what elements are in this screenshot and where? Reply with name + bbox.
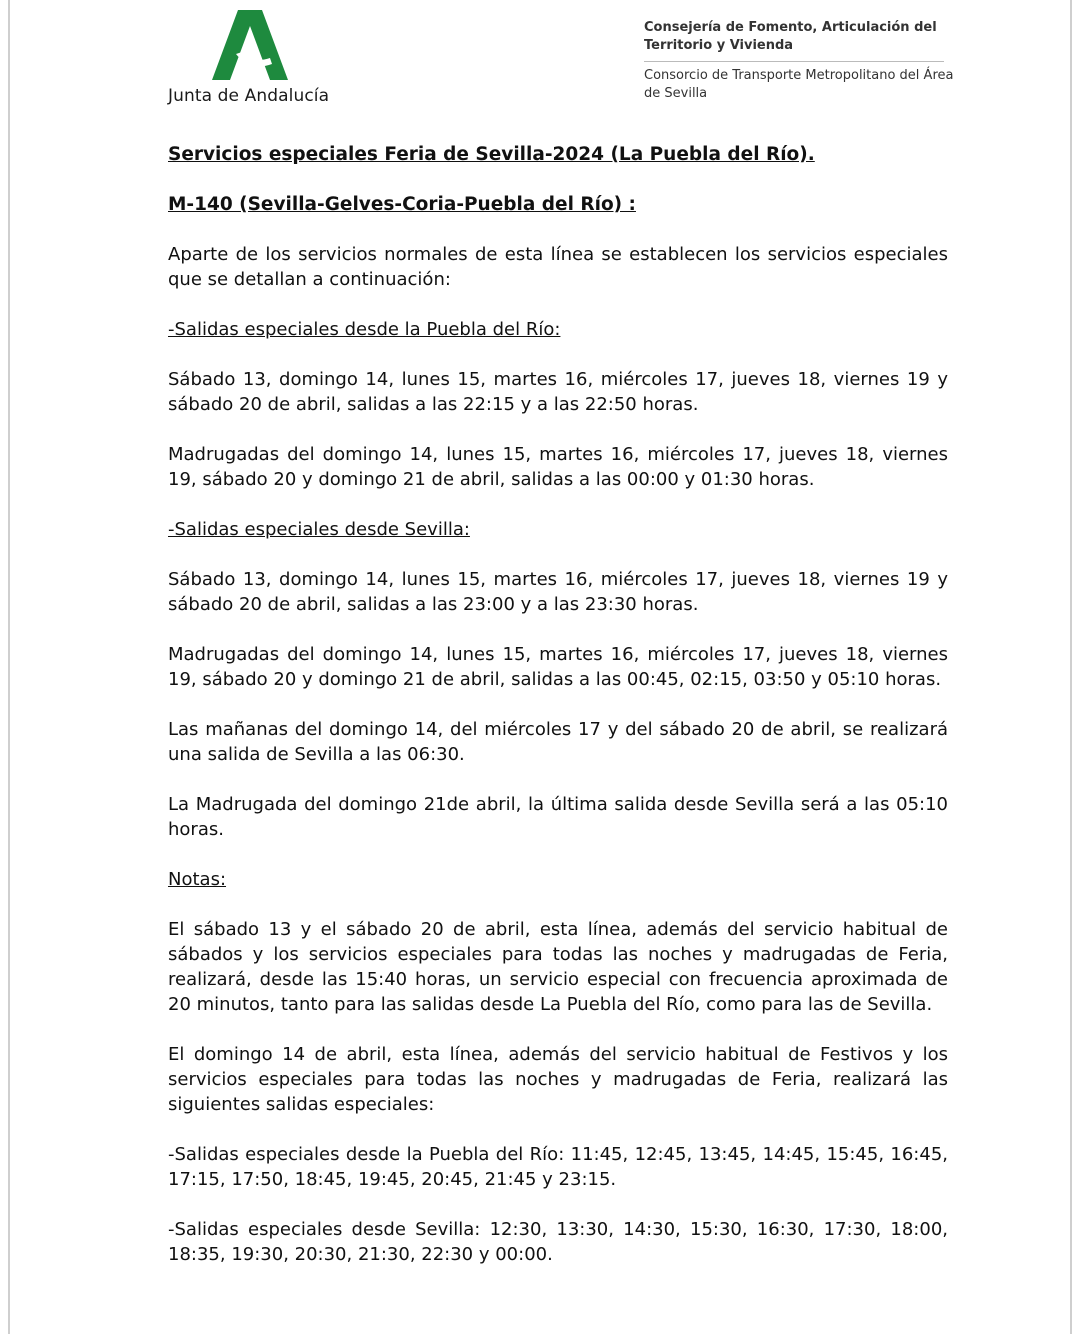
header-divider (644, 61, 944, 62)
junta-logo (168, 10, 368, 110)
notes-sunday-puebla-paragraph: -Salidas especiales desde la Puebla del Río: 11:45, 12:45, 13:45, 14:45, 15:45, 16:45, 17:15, 17:50, 18:45, 19:45, 20:45, 21:45 y 23:15. (168, 1144, 948, 1190)
sevilla-last-departure-paragraph: La Madrugada del domingo 21de abril, la última salida desde Sevilla será a las 05:10 horas. (168, 794, 948, 840)
section-puebla-heading: -Salidas especiales desde la Puebla del Río: (168, 319, 561, 340)
logo-text: Junta de Andalucía (168, 86, 330, 106)
section-sevilla-heading: -Salidas especiales desde Sevilla: (168, 519, 470, 540)
line-heading: M-140 (Sevilla-Gelves-Coria-Puebla del Río) : (168, 194, 636, 215)
notes-sunday-sevilla-paragraph: -Salidas especiales desde Sevilla: 12:30, 13:30, 14:30, 15:30, 16:30, 17:30, 18:00, 18:35, 19:30, 20:30, 21:30, 22:30 y 00:00. (168, 1219, 948, 1265)
sevilla-early-mornings-paragraph: Madrugadas del domingo 14, lunes 15, martes 16, miércoles 17, jueves 18, viernes 19, sábado 20 y domingo 21 de abril, salidas a las 00:45, 02:15, 03:50 y 05:10 horas. (168, 644, 948, 690)
puebla-early-mornings-paragraph: Madrugadas del domingo 14, lunes 15, martes 16, miércoles 17, jueves 18, viernes 19, sábado 20 y domingo 21 de abril, salidas a las 00:00 y 01:30 horas. (168, 444, 948, 490)
puebla-nights-paragraph: Sábado 13, domingo 14, lunes 15, martes 16, miércoles 17, jueves 18, viernes 19 y sábado 20 de abril, salidas a las 22:15 y a las 22:50 horas. (168, 369, 948, 415)
sevilla-nights-paragraph: Sábado 13, domingo 14, lunes 15, martes 16, miércoles 17, jueves 18, viernes 19 y sábado 20 de abril, salidas a las 23:00 y a las 23:30 horas. (168, 569, 948, 615)
notes-heading: Notas: (168, 869, 227, 890)
consortium-name: Consorcio de Transporte Metropolitano del Área de Sevilla (644, 68, 954, 101)
notes-saturdays-paragraph: El sábado 13 y el sábado 20 de abril, esta línea, además del servicio habitual de sábados y los servicios especiales para todas las noches y madrugadas de Feria, realizará, desde las 15:40 horas, un servicio especial con frecuencia aproximada de 20 minutos, tanto para las salidas desde La Puebla del Río, como para las de Sevilla. (168, 919, 948, 1015)
department-name: Consejería de Fomento, Articulación del Territorio y Vivienda (644, 20, 937, 53)
sevilla-mornings-paragraph: Las mañanas del domingo 14, del miércoles 17 y del sábado 20 de abril, se realizará una salida de Sevilla a las 06:30. (168, 719, 948, 765)
document-body (168, 142, 948, 1292)
notes-sunday-paragraph: El domingo 14 de abril, esta línea, además del servicio habitual de Festivos y los servicios especiales para todas las noches y madrugadas de Feria, realizará las siguientes salidas especiales: (168, 1044, 948, 1115)
junta-a-logo-icon (212, 10, 288, 82)
intro-paragraph: Aparte de los servicios normales de esta línea se establecen los servicios especiales que se detallan a continuación: (168, 244, 948, 290)
document-title: Servicios especiales Feria de Sevilla-2024 (La Puebla del Río). (168, 144, 815, 165)
header-institution (644, 19, 964, 103)
